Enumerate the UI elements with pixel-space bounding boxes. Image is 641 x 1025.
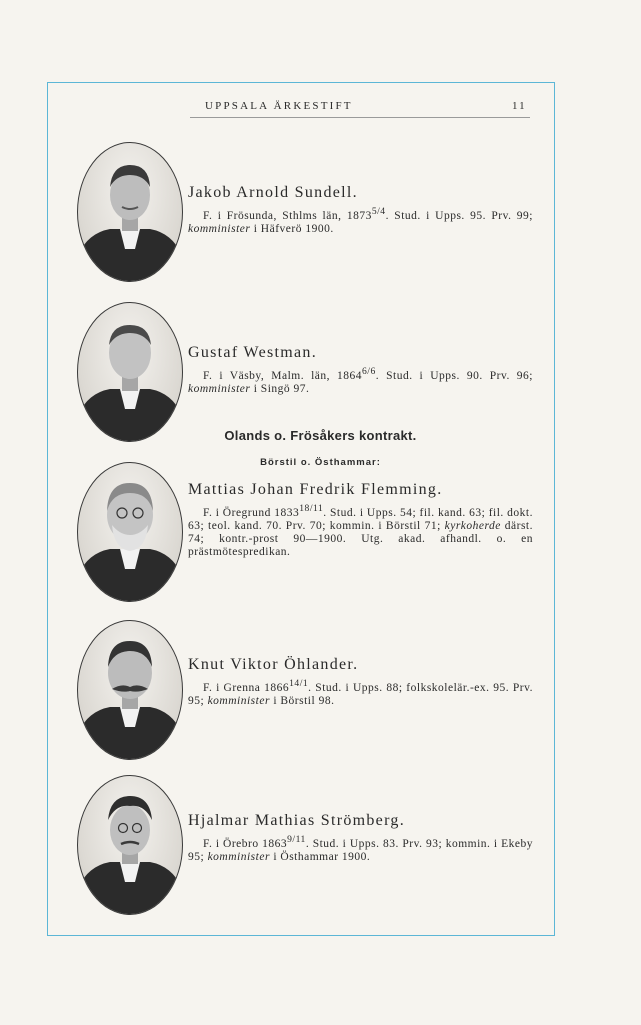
page-number: 11 xyxy=(512,100,527,112)
section-heading: Olands o. Frösåkers kontrakt. xyxy=(224,428,417,443)
parish-heading: Börstil o. Östhammar: xyxy=(260,457,381,468)
role-title: komminister xyxy=(207,850,270,863)
person-name: Mattias Johan Fredrik Flemming. xyxy=(188,481,443,498)
role-title: komminister xyxy=(207,694,270,707)
biography-entry xyxy=(188,812,533,864)
portrait-photo xyxy=(77,775,183,915)
portrait-silhouette-image xyxy=(78,303,182,441)
role-title: kyrkoherde xyxy=(444,519,501,532)
biography-text: F. i Öregrund $1833^{18/11}$. Stud. i Upps. 54; fil. kand. 63; fil. dokt. 63; teol. kand. 70. Prv. 70; kommin. i Börstil 71; kyrkoherde därst. 74; kontr.-prost 90—1900. Utg. akad. afhandl. o. en prästmötespredikan. xyxy=(188,503,533,558)
role-title: komminister xyxy=(188,222,251,235)
person-name: Knut Viktor Öhlander. xyxy=(188,656,359,673)
person-name: Gustaf Westman. xyxy=(188,344,318,361)
portrait-silhouette-image xyxy=(78,621,182,759)
person-name: Jakob Arnold Sundell. xyxy=(188,184,358,201)
portrait-photo xyxy=(77,302,183,442)
biography-text: F. i Frösunda, Sthlms län, $1873^{5/4}$. Stud. i Upps. 95. Prv. 99; komminister i Häfverö 1900. xyxy=(188,206,533,235)
biography-text: F. i Grenna $1866^{14/1}$. Stud. i Upps. 88; folkskolelär.-ex. 95. Prv. 95; komminister i Börstil 98. xyxy=(188,678,534,707)
header-rule xyxy=(190,117,530,118)
biography-entry xyxy=(188,184,533,236)
biography-entry xyxy=(188,656,533,708)
portrait-photo xyxy=(77,462,183,602)
date-fraction: 9/11 xyxy=(287,834,306,845)
biography-text: F. i Väsby, Malm. län, $1864^{6/6}$. Stud. i Upps. 90. Prv. 96; komminister i Singö 97. xyxy=(188,366,533,395)
biography-text: F. i Örebro $1863^{9/11}$. Stud. i Upps. 83. Prv. 93; kommin. i Ekeby 95; komminister i Östhammar 1900. xyxy=(188,834,533,863)
biography-entry xyxy=(188,481,533,559)
person-name: Hjalmar Mathias Strömberg. xyxy=(188,812,406,829)
running-head: UPPSALA ÄRKESTIFT xyxy=(205,100,353,112)
portrait-photo xyxy=(77,620,183,760)
portrait-silhouette-image xyxy=(78,463,182,601)
biography-entry xyxy=(188,344,533,396)
date-fraction: 5/4 xyxy=(371,206,386,217)
portrait-photo xyxy=(77,142,183,282)
portrait-silhouette-image xyxy=(78,143,182,281)
role-title: komminister xyxy=(188,382,251,395)
date-fraction: 14/1 xyxy=(289,678,309,689)
date-fraction: 18/11 xyxy=(299,503,324,514)
date-fraction: 6/6 xyxy=(362,366,376,377)
portrait-silhouette-image xyxy=(78,776,182,914)
